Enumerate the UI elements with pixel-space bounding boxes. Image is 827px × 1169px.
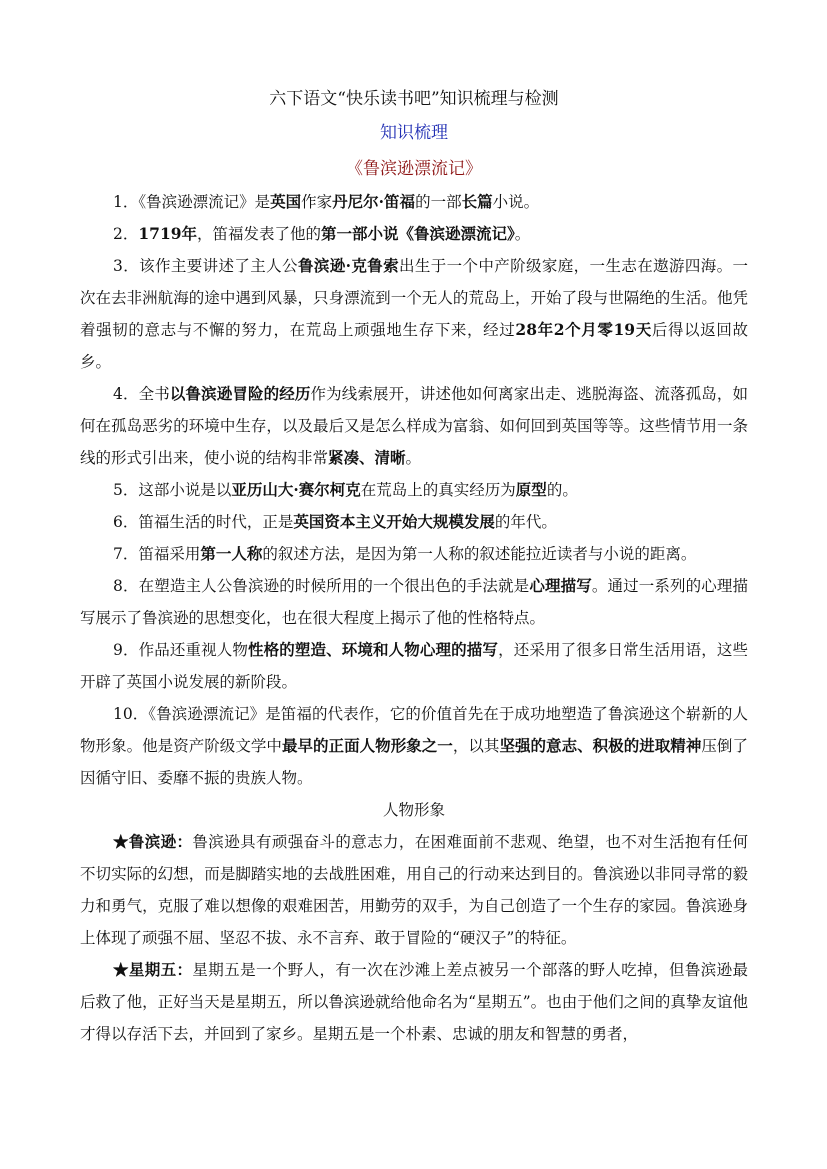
- emphasis-text: 长篇: [461, 192, 493, 211]
- emphasis-text: 心理描写: [529, 576, 592, 595]
- emphasis-text: 丹尼尔·笛福: [332, 192, 416, 211]
- body-text: 9．作品还重视人物: [113, 641, 249, 659]
- knowledge-paragraph: [80, 186, 748, 218]
- emphasis-text: 28年2个月零19天: [515, 320, 652, 339]
- body-text: 6．笛福生活的时代，正是: [113, 513, 294, 531]
- knowledge-paragraph: [80, 218, 748, 250]
- knowledge-paragraph: [80, 250, 748, 378]
- document-title: 六下语文“快乐读书吧”知识梳理与检测: [269, 89, 559, 109]
- body-text: ，笛福发表了他的: [197, 225, 322, 243]
- character-paragraph: [80, 826, 748, 954]
- emphasis-text: 1719年: [138, 224, 198, 243]
- emphasis-text: 第一部小说《鲁滨逊漂流记》: [321, 224, 515, 243]
- body-text: 星期五是一个野人，有一次在沙滩上差点被另一个部落的野人吃掉，但鲁滨逊最后救了他，正好当天是星期五，所以鲁滨逊就给他命名为“星期五”。也由于他们之间的真挚友谊他才得以存活下去，并回到了家乡。星期五是一个朴素、忠诚的朋友和智慧的勇者，: [80, 961, 748, 1043]
- emphasis-text: 亚历山大·赛尔柯克: [231, 480, 361, 499]
- body-text: 7．笛福采用: [113, 545, 201, 563]
- body-text: 出生于一个中产阶级家庭，一生志在遨游四海。一次在去非洲航海的途中遇到风暴，只身漂流到一个无人的荒岛上，开始了段与世隔绝的生活。他凭着强韧的意志与不懈的努力，在荒岛上顽强地生存下来，经过: [80, 257, 748, 339]
- body-text: 的一部: [415, 193, 462, 211]
- body-text: 鲁滨逊具有顽强奋斗的意志力，在困难面前不悲观、绝望，也不对生活抱有任何不切实际的幻想，而是脚踏实地的去战胜困难，用自己的行动来达到目的。鲁滨逊以非同寻常的毅力和勇气，克服了难以想像的艰难困苦，用勤劳的双手，为自己创造了一个生存的家园。鲁滨逊身上体现了顽强不屈、坚忍不拔、永不言弃、敢于冒险的“硬汉子”的特征。: [80, 833, 748, 947]
- emphasis-text: 英国资本主义开始大规模发展: [293, 512, 495, 531]
- body-text: 压倒了因循守旧、委靡不振的贵族人物。: [80, 737, 748, 787]
- document-body: [80, 186, 748, 1050]
- knowledge-paragraph: [80, 634, 748, 698]
- section-heading: 人物形象: [382, 801, 445, 819]
- knowledge-paragraph: [80, 506, 748, 538]
- body-text: 作家: [301, 193, 333, 211]
- emphasis-text: ★星期五：: [113, 960, 193, 979]
- body-text: 。通过一系列的心理描写展示了鲁滨逊的思想变化，也在很大程度上揭示了他的性格特点。: [80, 577, 748, 627]
- body-text: 10．《鲁滨逊漂流记》是笛福的代表作，它的价值首先在于成功地塑造了鲁滨逊这个崭新的人物形象。他是资产阶级文学中: [80, 705, 748, 755]
- emphasis-text: 坚强的意志、积极的进取精神: [499, 736, 702, 755]
- body-text: 8．在塑造主人公鲁滨逊的时候所用的一个很出色的手法就是: [113, 577, 530, 595]
- body-text: 。: [514, 225, 531, 243]
- body-text: 4．全书: [113, 385, 170, 403]
- knowledge-paragraph: [80, 378, 748, 474]
- body-text: 在荒岛上的真实经历为: [360, 481, 516, 499]
- emphasis-text: 第一人称: [200, 544, 263, 563]
- emphasis-text: 紧凑、清晰: [328, 448, 406, 467]
- body-text: 的。: [546, 481, 578, 499]
- body-text: 小说。: [492, 193, 540, 211]
- body-text: 2．: [113, 225, 139, 243]
- body-text: ，还采用了很多日常生活用语，这些开辟了英国小说发展的新阶段。: [80, 641, 748, 691]
- character-paragraph: [80, 954, 748, 1050]
- body-text: 1．《鲁滨逊漂流记》是: [113, 193, 271, 211]
- emphasis-text: 英国: [270, 192, 302, 211]
- emphasis-text: 以鲁滨逊冒险的经历: [169, 384, 311, 403]
- body-text: 的叙述方法，是因为第一人称的叙述能拉近读者与小说的距离。: [262, 545, 697, 563]
- emphasis-text: ★鲁滨逊：: [113, 832, 193, 851]
- knowledge-paragraph: [80, 538, 748, 570]
- body-text: ，以其: [452, 737, 500, 755]
- body-text: 3．该作主要讲述了主人公: [113, 257, 298, 275]
- knowledge-paragraph: [80, 570, 748, 634]
- body-text: 5．这部小说是以: [113, 481, 232, 499]
- emphasis-text: 最早的正面人物形象之一: [281, 736, 453, 755]
- knowledge-paragraph: [80, 698, 748, 794]
- body-text: 作为线索展开，讲述他如何离家出走、逃脱海盗、流落孤岛，如何在孤岛恶劣的环境中生存，以及最后又是怎么样成为富翁、如何回到英国等等。这些情节用一条线的形式引出来，使小说的结构非常: [80, 385, 748, 467]
- emphasis-text: 原型: [515, 480, 547, 499]
- book-title: 《鲁滨逊漂流记》: [346, 159, 482, 179]
- knowledge-paragraph: [80, 474, 748, 506]
- emphasis-text: 性格的塑造、环境和人物心理的描写: [248, 640, 499, 659]
- body-text: 后得以返回故乡。: [80, 321, 748, 371]
- emphasis-text: 鲁滨逊·克鲁索: [297, 256, 399, 275]
- section-subtitle: 知识梳理: [380, 123, 448, 143]
- body-text: 。: [405, 449, 422, 467]
- body-text: 的年代。: [494, 513, 557, 531]
